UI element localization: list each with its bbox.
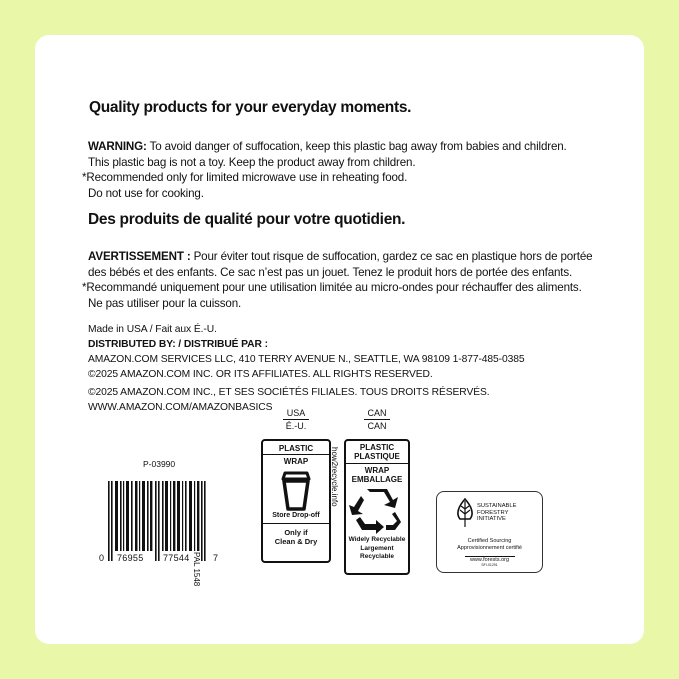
usa-condition-2: Clean & Dry (274, 537, 318, 546)
can-type: WRAP (364, 466, 390, 475)
usa-label-group (261, 407, 331, 432)
sfi-line-2: FORESTRY (477, 509, 509, 516)
avertissement-line-4: Ne pas utiliser pour la cuisson. (88, 296, 242, 310)
sfi-code: SFI-01291 (481, 563, 498, 567)
warning-line-3: *Recommended only for limited microwave use in reheating food. (82, 171, 408, 184)
usa-country-fr: É.-U. (285, 421, 307, 431)
can-country: CAN (367, 408, 387, 418)
copyright-fr: ©2025 AMAZON.COM INC., ET SES SOCIÉTÉS FILIALES. TOUS DROITS RÉSERVÉS. (88, 387, 490, 398)
sfi-label-en: Certified Sourcing (467, 538, 512, 544)
sfi-label-fr: Approvisionnement certifié (457, 545, 522, 551)
warning-line-2: This plastic bag is not a toy. Keep the product away from children. (88, 155, 416, 169)
avertissement-line-2: des bébés et des enfants. Ce sac n’est pas un jouet. Tenez le produit hors de portée des enfants. (88, 265, 573, 279)
product-code: P-03990 (143, 459, 176, 469)
warning-text: To avoid danger of suffocation, keep this plastic bag away from babies and children. (146, 140, 567, 153)
drop-off-bin-icon (263, 467, 329, 511)
recycling-arrows-icon (346, 484, 408, 536)
origin-text: Made in USA / Fait aux É.-U. (88, 324, 217, 335)
usa-condition-1: Only if (284, 528, 308, 537)
website: WWW.AMAZON.COM/AMAZONBASICS (88, 402, 273, 413)
recycle-can-label (344, 439, 410, 575)
can-label-group (344, 407, 410, 432)
can-country-fr: CAN (367, 421, 387, 431)
french-heading: Des produits de qualité pour votre quotidien. (88, 211, 406, 228)
warning-line-4: Do not use for cooking. (88, 186, 204, 200)
can-material: PLASTIC (359, 443, 395, 452)
sfi-line-3: INITIATIVE (477, 516, 506, 522)
recycle-usa-label (261, 439, 331, 563)
tree-leaf-icon (453, 497, 477, 529)
barcode-group-2: 77544 (163, 553, 190, 563)
sfi-website: www.forests.org (469, 557, 510, 563)
sfi-labels (437, 538, 542, 552)
avertissement-label: AVERTISSEMENT : (88, 250, 191, 263)
usa-country: USA (286, 408, 306, 418)
english-heading: Quality products for your everyday moments. (89, 99, 412, 116)
avertissement-line-3: *Recommandé uniquement pour une utilisation limitée au micro-ondes pour réchauffer des aliments. (82, 281, 582, 294)
sfi-name (477, 503, 517, 523)
can-status-1: Widely Recyclable (348, 536, 406, 543)
can-status-3: Recyclable (360, 553, 394, 560)
how2recycle-url: how2recycle.info (330, 447, 339, 507)
barcode-digit-right: 7 (213, 553, 219, 563)
barcode-bars (101, 481, 221, 561)
avertissement-text: Pour éviter tout risque de suffocation, gardez ce sac en plastique hors de portée (190, 250, 593, 263)
can-type-fr: EMBALLAGE (351, 475, 403, 484)
package-label-panel (35, 35, 644, 644)
barcode-group-1: 76955 (117, 553, 144, 563)
french-warning (82, 249, 593, 311)
address: AMAZON.COM SERVICES LLC, 410 TERRY AVENUE N., SEATTLE, WA 98109 1-877-485-0385 (88, 354, 525, 365)
usa-material: PLASTIC (278, 444, 314, 453)
sfi-certification-badge (436, 491, 543, 573)
barcode-digit-left: 0 (99, 553, 105, 563)
can-status-2: Largement (360, 544, 394, 552)
copyright-en: ©2025 AMAZON.COM INC. OR ITS AFFILIATES. ALL RIGHTS RESERVED. (88, 369, 433, 380)
distributed-by: DISTRIBUTED BY: / DISTRIBUÉ PAR : (88, 339, 268, 350)
distribution-info (88, 322, 525, 415)
english-warning (82, 139, 567, 201)
usa-instruction: Store Drop-off (272, 512, 320, 519)
warning-label: WARNING: (88, 140, 147, 153)
can-material-fr: PLASTIQUE (354, 452, 400, 461)
sfi-line-1: SUSTAINABLE (477, 503, 517, 509)
usa-type: WRAP (283, 457, 309, 466)
pal-code: PAL 1548 (192, 552, 201, 587)
